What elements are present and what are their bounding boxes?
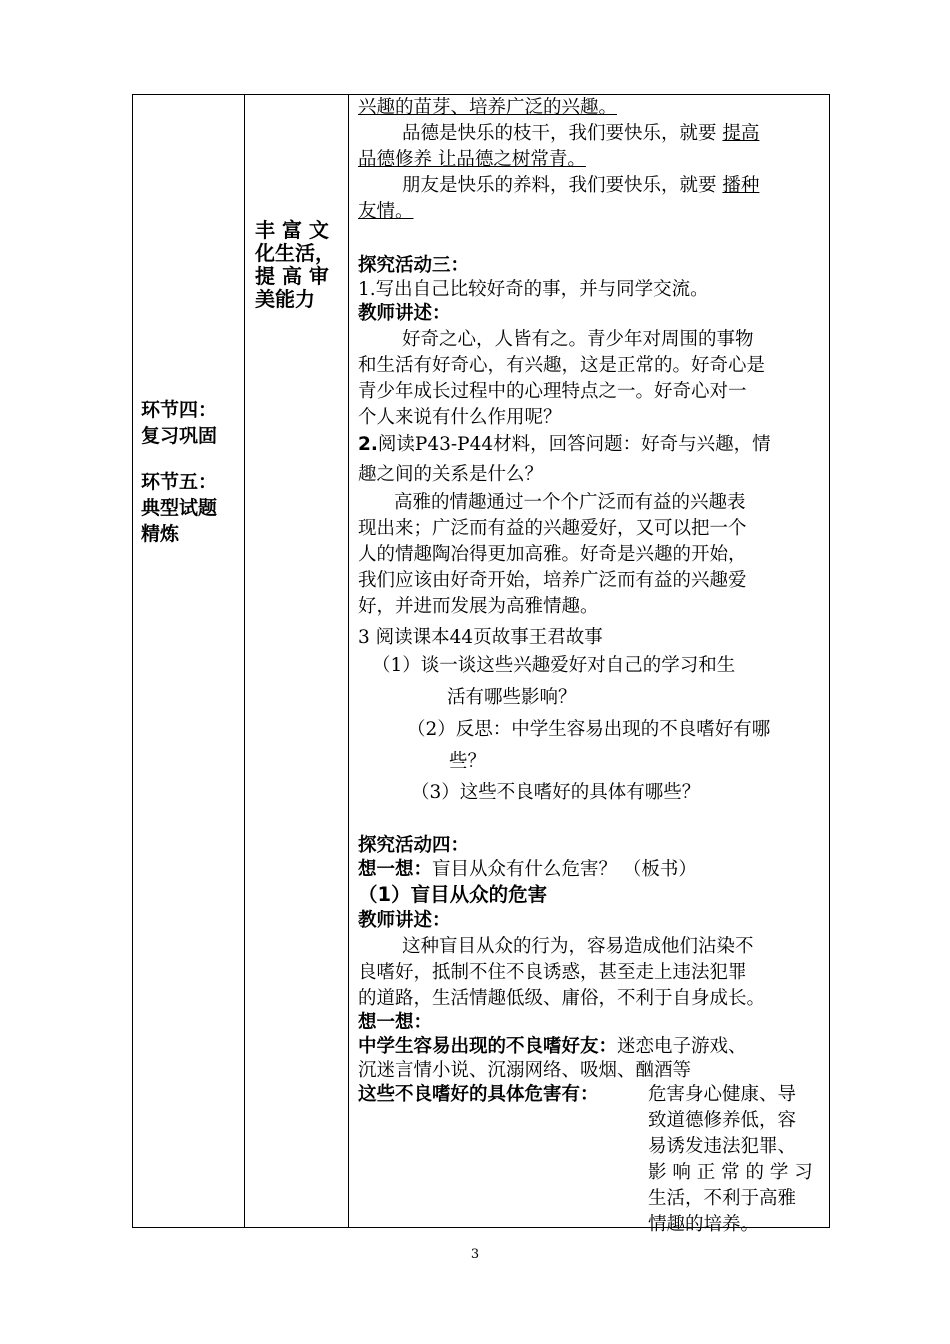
column-divider — [244, 95, 245, 1227]
text-line: 现出来；广泛而有益的兴趣爱好，又可以把一个 — [358, 518, 747, 539]
text-line: 影 响 正 常 的 学 习 — [648, 1162, 813, 1183]
lesson-table — [132, 94, 830, 1235]
text-line: 的道路，生活情趣低级、庸俗，不利于自身成长。 — [358, 988, 766, 1009]
text-line: 中学生容易出现的不良嗜好友：迷恋电子游戏、 — [358, 1036, 747, 1057]
text-line: 高雅的情趣通过一个个广泛而有益的兴趣表 — [394, 492, 746, 513]
text-line: 情趣的培养。 — [648, 1214, 760, 1235]
text-line: （1）谈一谈这些兴趣爱好对自己的学习和生 — [372, 655, 736, 676]
text-line: 兴趣的苗芽、培养广泛的兴趣。 — [358, 97, 618, 118]
page-number: 3 — [470, 1247, 480, 1262]
text-line: 个人来说有什么作用呢？ — [358, 407, 562, 428]
text-line: 人的情趣陶冶得更加高雅。好奇是兴趣的开始， — [358, 544, 747, 565]
text-line: 青少年成长过程中的心理特点之一。好奇心对一 — [358, 381, 747, 402]
text-line: 友情。 — [358, 201, 414, 222]
text-line: （3）这些不良嗜好的具体有哪些？ — [411, 782, 701, 803]
text-line: 良嗜好，抵制不住不良诱惑，甚至走上违法犯罪 — [358, 962, 747, 983]
teacher-heading: 教师讲述： — [358, 910, 451, 931]
text-line: 2.阅读P43-P44材料，回答问题：好奇与兴趣，情 — [358, 434, 771, 455]
text-line: 生活，不利于高雅 — [648, 1188, 797, 1209]
activity-heading: 探究活动四： — [358, 835, 470, 856]
goal-column — [255, 219, 345, 311]
stage-label: 精炼 — [141, 523, 180, 545]
stage-label: 环节四： — [141, 399, 218, 421]
column-divider — [348, 95, 349, 1227]
goal-label: 化生活， — [255, 241, 335, 265]
harm-label: 这些不良嗜好的具体危害有： — [358, 1084, 599, 1105]
text-line: 好，并进而发展为高雅情趣。 — [358, 596, 599, 617]
text-line: 致道德修养低，容 — [648, 1110, 797, 1131]
text-line: 品德修养 让品德之树常青。 — [358, 149, 586, 170]
stage-label: 环节五： — [141, 471, 218, 493]
stage-column — [141, 397, 241, 547]
text-line: 和生活有好奇心，有兴趣，这是正常的。好奇心是 — [358, 355, 766, 376]
goal-label: 丰 富 文 — [255, 218, 329, 242]
text-line: 想一想：盲目从众有什么危害？ （板书） — [358, 859, 697, 880]
text-line: 趣之间的关系是什么？ — [358, 464, 544, 485]
text-line: 些？ — [449, 751, 487, 772]
goal-label: 提 高 审 — [255, 264, 329, 288]
text-line: （2）反思：中学生容易出现的不良嗜好有哪 — [407, 719, 771, 740]
teacher-heading: 教师讲述： — [358, 303, 451, 324]
text-line: 活有哪些影响？ — [447, 687, 577, 708]
text-line: 品德是快乐的枝干，我们要快乐，就要 提高 — [402, 123, 760, 144]
text-line: 朋友是快乐的养料，我们要快乐，就要 播种 — [402, 175, 760, 196]
text-line: 沉迷言情小说、沉溺网络、吸烟、酗酒等 — [358, 1060, 692, 1081]
harm-heading: （1）盲目从众的危害 — [358, 883, 548, 906]
text-line: 危害身心健康、导 — [648, 1084, 797, 1105]
text-line: 1.写出自己比较好奇的事，并与同学交流。 — [358, 279, 709, 300]
text-line: 好奇之心，人皆有之。青少年对周围的事物 — [402, 329, 754, 350]
think-heading: 想一想： — [358, 1012, 433, 1033]
text-line: 这种盲目从众的行为，容易造成他们沾染不 — [402, 936, 754, 957]
activity-heading: 探究活动三： — [358, 255, 470, 276]
stage-label: 典型试题 — [141, 497, 218, 519]
text-line: 3 阅读课本44页故事王君故事 — [358, 627, 603, 648]
text-line: 我们应该由好奇开始，培养广泛而有益的兴趣爱 — [358, 570, 747, 591]
goal-label: 美能力 — [255, 287, 315, 311]
stage-label: 复习巩固 — [141, 425, 218, 447]
text-line: 易诱发违法犯罪、 — [648, 1136, 797, 1157]
